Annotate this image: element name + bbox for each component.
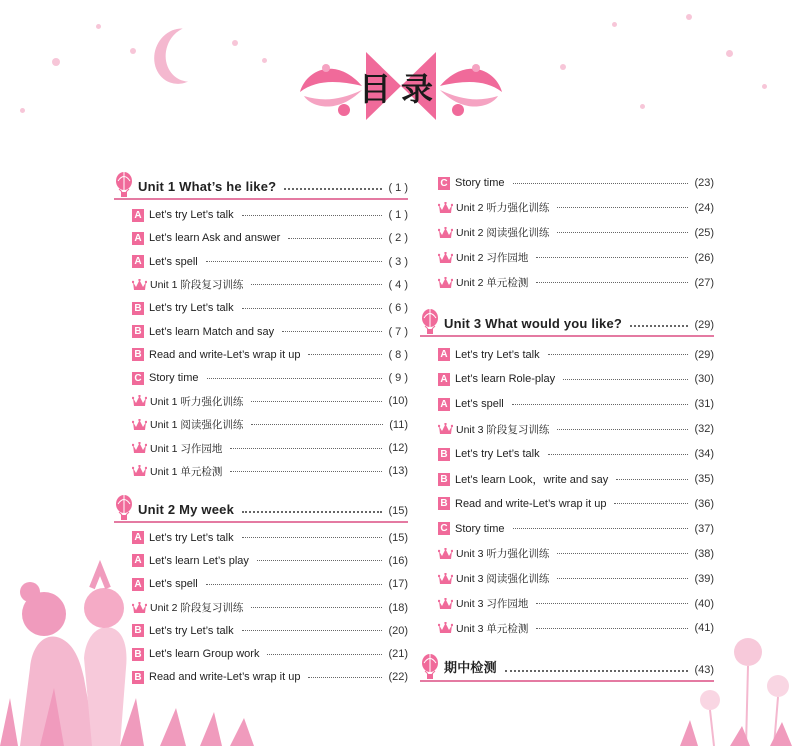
entry-label: Unit 3 阅读强化训练 bbox=[456, 573, 550, 586]
page-number: (24) bbox=[694, 201, 714, 214]
crown-icon bbox=[132, 419, 147, 431]
dot-leader bbox=[288, 238, 382, 239]
page-number: (18) bbox=[388, 601, 408, 614]
entry-label: Let’s spell bbox=[149, 578, 198, 591]
page-number: (39) bbox=[694, 572, 714, 585]
page-number: (29) bbox=[694, 348, 714, 361]
dot-leader bbox=[557, 207, 688, 208]
section-badge: B bbox=[132, 348, 144, 361]
balloon-icon bbox=[420, 654, 440, 680]
page-number: (15) bbox=[388, 531, 408, 544]
entry-label: Unit 3 习作园地 bbox=[456, 598, 529, 610]
page-number: (34) bbox=[694, 448, 714, 461]
section-badge: A bbox=[132, 209, 144, 222]
star-dot bbox=[20, 108, 25, 113]
toc-entry[interactable] bbox=[420, 173, 714, 193]
girls-illustration bbox=[0, 548, 260, 746]
toc-entry[interactable] bbox=[420, 248, 714, 268]
dot-leader bbox=[206, 261, 383, 262]
entry-label: Let’s try Let’s talk bbox=[455, 448, 540, 461]
unit-heading[interactable] bbox=[420, 650, 714, 682]
section-badge: C bbox=[438, 522, 450, 535]
entry-label: Unit 3 单元检测 bbox=[456, 622, 529, 635]
dot-leader bbox=[242, 511, 382, 513]
unit-title: 期中检测 bbox=[444, 660, 497, 676]
page-number: (29) bbox=[694, 318, 714, 331]
toc-entry[interactable] bbox=[114, 368, 408, 388]
page-number: (30) bbox=[694, 373, 714, 386]
crown-icon bbox=[438, 202, 453, 214]
entry-label: Unit 3 阶段复习训练 bbox=[456, 423, 550, 436]
entry-label: Unit 2 单元检测 bbox=[456, 277, 529, 290]
title-banner bbox=[296, 46, 506, 128]
entry-label: Let’s try Let’s talk bbox=[149, 209, 234, 221]
section-badge: A bbox=[438, 373, 450, 386]
crown-icon bbox=[438, 598, 453, 610]
section-badge: B bbox=[132, 325, 144, 338]
entry-label: Unit 1 阶段复习训练 bbox=[150, 279, 244, 292]
star-dot bbox=[52, 58, 60, 66]
moon-decoration bbox=[158, 19, 224, 89]
star-dot bbox=[686, 14, 692, 20]
toc-entry[interactable] bbox=[114, 391, 408, 411]
dot-leader bbox=[308, 354, 382, 355]
page-number: ( 9 ) bbox=[388, 372, 408, 385]
unit-title: Unit 3 What would you like? bbox=[444, 315, 623, 331]
star-dot bbox=[130, 48, 136, 54]
entry-label: Read and write-Let’s wrap it up bbox=[455, 497, 607, 510]
entry-label: Unit 2 听力强化训练 bbox=[456, 202, 550, 215]
page-number: (16) bbox=[388, 554, 408, 567]
page-number: ( 8 ) bbox=[388, 348, 408, 361]
section-badge: A bbox=[132, 531, 144, 544]
section-badge: B bbox=[438, 473, 450, 486]
dot-leader bbox=[536, 628, 688, 629]
toc-entry[interactable] bbox=[420, 394, 714, 414]
section-badge: A bbox=[132, 255, 144, 268]
toc-entry[interactable] bbox=[114, 275, 408, 295]
page-number: ( 6 ) bbox=[388, 302, 408, 315]
star-dot bbox=[726, 50, 733, 57]
toc-entry[interactable] bbox=[420, 223, 714, 243]
balloon-icon bbox=[420, 309, 440, 335]
dot-leader bbox=[513, 528, 689, 529]
entry-label: Unit 2 阅读强化训练 bbox=[456, 227, 550, 240]
dot-leader bbox=[513, 183, 689, 184]
star-dot bbox=[560, 64, 566, 70]
entry-label: Unit 1 习作园地 bbox=[150, 442, 223, 455]
crown-icon bbox=[438, 622, 453, 634]
section-badge: A bbox=[132, 232, 144, 245]
dot-leader bbox=[505, 670, 689, 672]
unit-title: Unit 1 What’s he like? bbox=[138, 179, 277, 194]
balloon-icon bbox=[114, 172, 134, 198]
dot-leader bbox=[548, 354, 689, 355]
unit-heading[interactable] bbox=[114, 168, 408, 200]
page-number: (41) bbox=[694, 622, 714, 635]
page-number: (32) bbox=[694, 423, 714, 436]
section-badge: A bbox=[132, 578, 144, 591]
toc-entry[interactable] bbox=[420, 345, 714, 365]
page-number: ( 4 ) bbox=[388, 278, 408, 291]
toc-entry[interactable] bbox=[420, 519, 714, 539]
toc-entry[interactable] bbox=[420, 494, 714, 514]
dot-leader bbox=[563, 379, 688, 380]
toc-entry[interactable] bbox=[114, 205, 408, 225]
toc-entry[interactable] bbox=[114, 438, 408, 458]
page-title: 目录 bbox=[358, 70, 443, 108]
dot-leader bbox=[251, 424, 383, 425]
crown-icon bbox=[438, 252, 453, 264]
star-dot bbox=[612, 22, 617, 27]
entry-label: Unit 3 听力强化训练 bbox=[456, 548, 550, 561]
dandelion-decoration bbox=[680, 630, 800, 746]
page-number: ( 3 ) bbox=[388, 255, 408, 268]
dot-leader bbox=[257, 560, 383, 561]
dot-leader bbox=[251, 607, 382, 608]
toc-entry[interactable] bbox=[114, 461, 408, 481]
entry-label: Let’s learn Group work bbox=[149, 648, 260, 661]
entry-label: Let’s try Let’s talk bbox=[149, 624, 234, 637]
star-dot bbox=[262, 58, 267, 63]
page-number: (10) bbox=[388, 395, 408, 408]
page-number: ( 1 ) bbox=[388, 182, 408, 194]
entry-label: Unit 2 阶段复习训练 bbox=[150, 602, 244, 614]
dot-leader bbox=[630, 325, 688, 327]
dot-leader bbox=[536, 282, 688, 283]
section-badge: B bbox=[132, 624, 144, 637]
section-badge: C bbox=[132, 372, 144, 385]
toc-entry[interactable] bbox=[420, 618, 714, 638]
dot-leader bbox=[242, 630, 383, 631]
toc-entry[interactable] bbox=[420, 273, 714, 293]
section-badge: A bbox=[438, 398, 450, 411]
entry-label: Unit 1 单元检测 bbox=[150, 465, 223, 478]
dot-leader bbox=[284, 188, 382, 190]
dot-leader bbox=[242, 308, 383, 309]
page-number: (23) bbox=[694, 177, 714, 189]
page-number: ( 7 ) bbox=[388, 325, 408, 338]
dot-leader bbox=[251, 401, 382, 402]
page-number: (12) bbox=[388, 442, 408, 454]
toc-entry[interactable] bbox=[114, 252, 408, 272]
page-number: (36) bbox=[694, 497, 714, 510]
entry-label: Story time bbox=[455, 177, 505, 189]
entry-label: Let’s try Let’s talk bbox=[149, 302, 234, 315]
dot-leader bbox=[536, 257, 688, 258]
section-badge: C bbox=[438, 177, 450, 190]
page-number: (20) bbox=[388, 624, 408, 637]
crown-icon bbox=[132, 395, 147, 407]
entry-label: Story time bbox=[455, 522, 505, 535]
dot-leader bbox=[230, 471, 382, 472]
crown-icon bbox=[132, 279, 147, 291]
toc-entry[interactable] bbox=[420, 419, 714, 439]
dot-leader bbox=[557, 429, 688, 430]
page-number: (26) bbox=[694, 251, 714, 264]
page-number: ( 1 ) bbox=[388, 209, 408, 221]
page-number: (31) bbox=[694, 398, 714, 411]
dot-leader bbox=[251, 284, 382, 285]
section-badge: B bbox=[132, 302, 144, 315]
crown-icon bbox=[438, 548, 453, 560]
entry-label: Let’s learn Role-play bbox=[455, 373, 556, 386]
toc-entry[interactable] bbox=[114, 228, 408, 248]
entry-label: Let’s learn Look，write and say bbox=[455, 474, 609, 486]
dot-leader bbox=[616, 479, 688, 480]
entry-label: Let’s try Let’s talk bbox=[455, 348, 540, 361]
page-number: (27) bbox=[694, 276, 714, 289]
dot-leader bbox=[536, 603, 688, 604]
page-number: (15) bbox=[388, 504, 408, 517]
dot-leader bbox=[282, 331, 382, 332]
toc-entry[interactable] bbox=[420, 469, 714, 489]
toc-entry[interactable] bbox=[420, 369, 714, 389]
unit-title: Unit 2 My week bbox=[138, 501, 234, 517]
page-number: (43) bbox=[694, 664, 714, 677]
unit-heading[interactable] bbox=[114, 491, 408, 523]
dot-leader bbox=[614, 503, 688, 504]
page-number: (22) bbox=[388, 671, 408, 684]
page-number: (38) bbox=[694, 547, 714, 560]
dot-leader bbox=[242, 215, 383, 216]
entry-label: Let’s learn Let’s play bbox=[149, 554, 249, 567]
crown-icon bbox=[438, 277, 453, 289]
dot-leader bbox=[207, 378, 383, 379]
toc-entry[interactable] bbox=[420, 569, 714, 589]
star-dot bbox=[762, 84, 767, 89]
dot-leader bbox=[548, 454, 689, 455]
crown-icon bbox=[438, 227, 453, 239]
crown-icon bbox=[132, 442, 147, 454]
toc-entry[interactable] bbox=[420, 198, 714, 218]
dot-leader bbox=[230, 448, 382, 449]
page-number: (25) bbox=[694, 226, 714, 239]
dot-leader bbox=[557, 232, 688, 233]
entry-label: Let’s learn Match and say bbox=[149, 325, 275, 338]
toc-entry[interactable] bbox=[114, 528, 408, 548]
dot-leader bbox=[557, 553, 688, 554]
crown-icon bbox=[438, 573, 453, 585]
dot-leader bbox=[242, 537, 383, 538]
entry-label: Let’s try Let’s talk bbox=[149, 531, 234, 544]
toc-entry[interactable] bbox=[420, 444, 714, 464]
page-number: (40) bbox=[694, 597, 714, 610]
star-dot bbox=[640, 104, 645, 109]
entry-label: Read and write-Let’s wrap it up bbox=[149, 348, 301, 361]
entry-label: Story time bbox=[149, 372, 199, 385]
entry-label: Let’s learn Ask and answer bbox=[149, 232, 281, 245]
dot-leader bbox=[512, 404, 689, 405]
entry-label: Let’s spell bbox=[455, 398, 504, 411]
toc-entry[interactable] bbox=[420, 544, 714, 564]
crown-icon bbox=[438, 423, 453, 435]
dot-leader bbox=[557, 578, 688, 579]
section-badge: B bbox=[438, 497, 450, 510]
balloon-icon bbox=[114, 495, 134, 521]
page-number: (35) bbox=[694, 473, 714, 485]
section-badge: B bbox=[132, 671, 144, 684]
page-number: ( 2 ) bbox=[388, 232, 408, 245]
entry-label: Read and write-Let’s wrap it up bbox=[149, 671, 301, 684]
section-badge: A bbox=[438, 348, 450, 361]
toc-entry[interactable] bbox=[114, 345, 408, 365]
toc-entry[interactable] bbox=[114, 415, 408, 435]
toc-entry[interactable] bbox=[114, 322, 408, 342]
page-number: (13) bbox=[388, 465, 408, 478]
toc-entry[interactable] bbox=[114, 298, 408, 318]
entry-label: Unit 1 听力强化训练 bbox=[150, 395, 244, 408]
page-number: (11) bbox=[389, 418, 408, 431]
star-dot bbox=[96, 24, 101, 29]
page-number: (17) bbox=[388, 578, 408, 591]
page-number: (37) bbox=[694, 522, 714, 535]
dot-leader bbox=[308, 677, 382, 678]
entry-label: Unit 2 习作园地 bbox=[456, 252, 529, 265]
section-badge: B bbox=[438, 448, 450, 461]
dot-leader bbox=[267, 654, 382, 655]
section-badge: A bbox=[132, 554, 144, 567]
toc-entry[interactable] bbox=[420, 594, 714, 614]
entry-label: Unit 1 阅读强化训练 bbox=[150, 419, 244, 432]
page-number: (21) bbox=[388, 648, 408, 661]
star-dot bbox=[232, 40, 238, 46]
crown-icon bbox=[132, 465, 147, 477]
entry-label: Let’s spell bbox=[149, 255, 198, 268]
section-badge: B bbox=[132, 648, 144, 661]
unit-heading[interactable] bbox=[420, 305, 714, 337]
